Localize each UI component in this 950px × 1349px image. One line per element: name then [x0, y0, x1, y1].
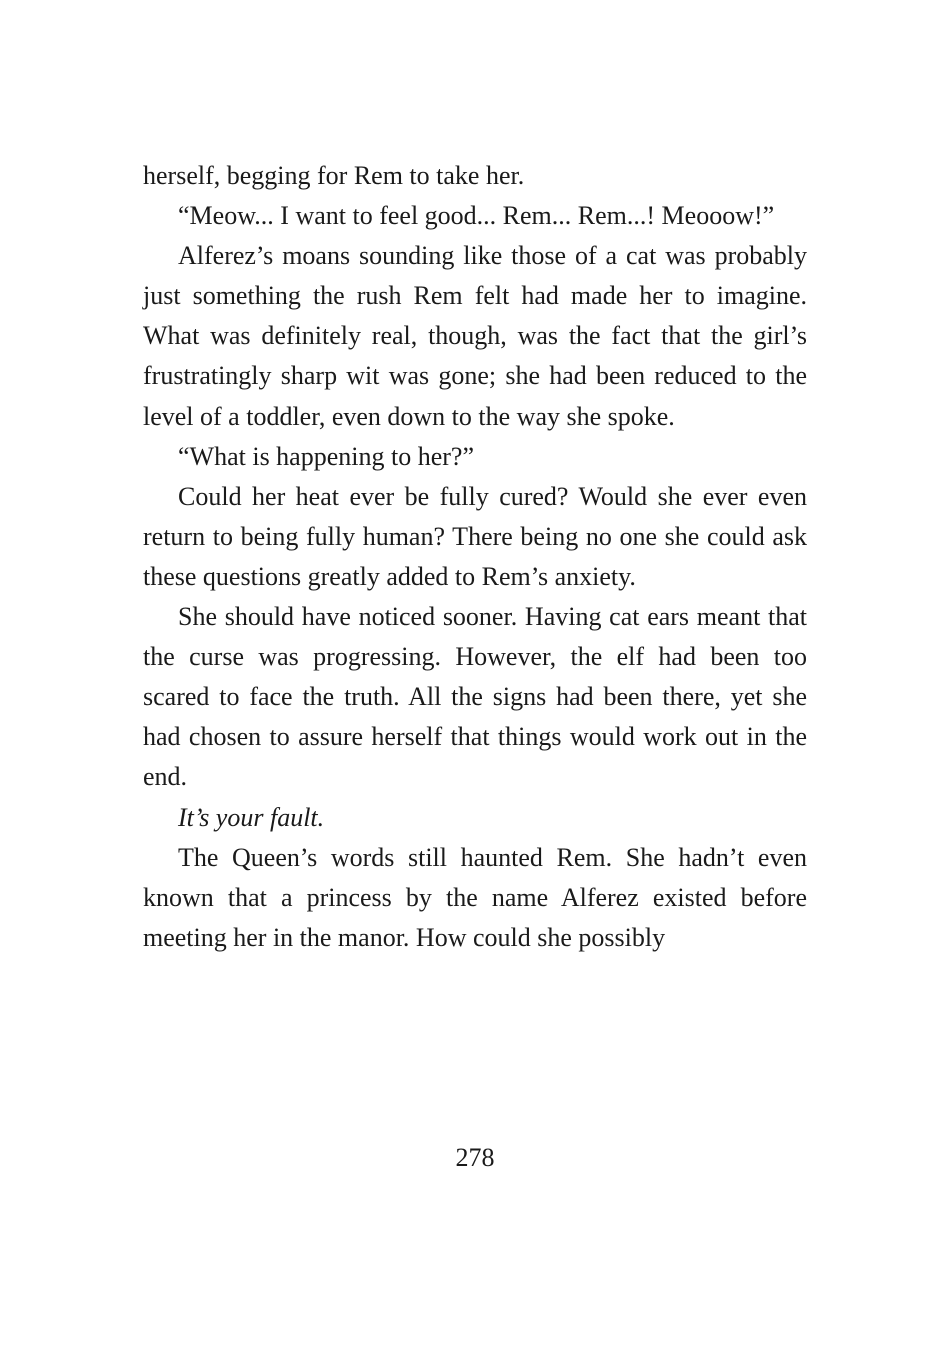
page-number: 278 [455, 1143, 495, 1172]
paragraph-heat-cure: Could her heat ever be fully cured? Would she ever even return to being fully human? There being no one she could ask these questions greatly added to Rem’s anxiety. [143, 481, 807, 591]
body-text [143, 156, 807, 958]
paragraph-alferez-moans: Alferez’s moans sounding like those of a cat was probably just something the rush Rem felt had made her to imagine. What was definitely real, though, was the fact that the girl’s frustratingly sharp wit was gone; she had been reduced to the level of a toddler, even down to the way she spoke. [143, 241, 807, 431]
paragraph-noticed-sooner: She should have noticed sooner. Having cat ears meant that the curse was progressing. However, the elf had been too scared to face the truth. All the signs had been there, yet she had chosen to assure herself that things would work out in the end. [143, 602, 807, 792]
paragraph-continuation: herself, begging for Rem to take her. [143, 161, 525, 190]
paragraph-dialogue-meow: “Meow... I want to feel good... Rem... Rem...! Meooow!” [178, 201, 775, 231]
paragraph-queen-words: The Queen’s words still haunted Rem. She hadn’t even known that a princess by the name Alferez existed before meeting her in the manor. How could she possibly [143, 842, 807, 952]
paragraph-dialogue-question: “What is happening to her?” [178, 441, 474, 471]
paragraph-italic-thought: It’s your fault. [178, 802, 325, 832]
